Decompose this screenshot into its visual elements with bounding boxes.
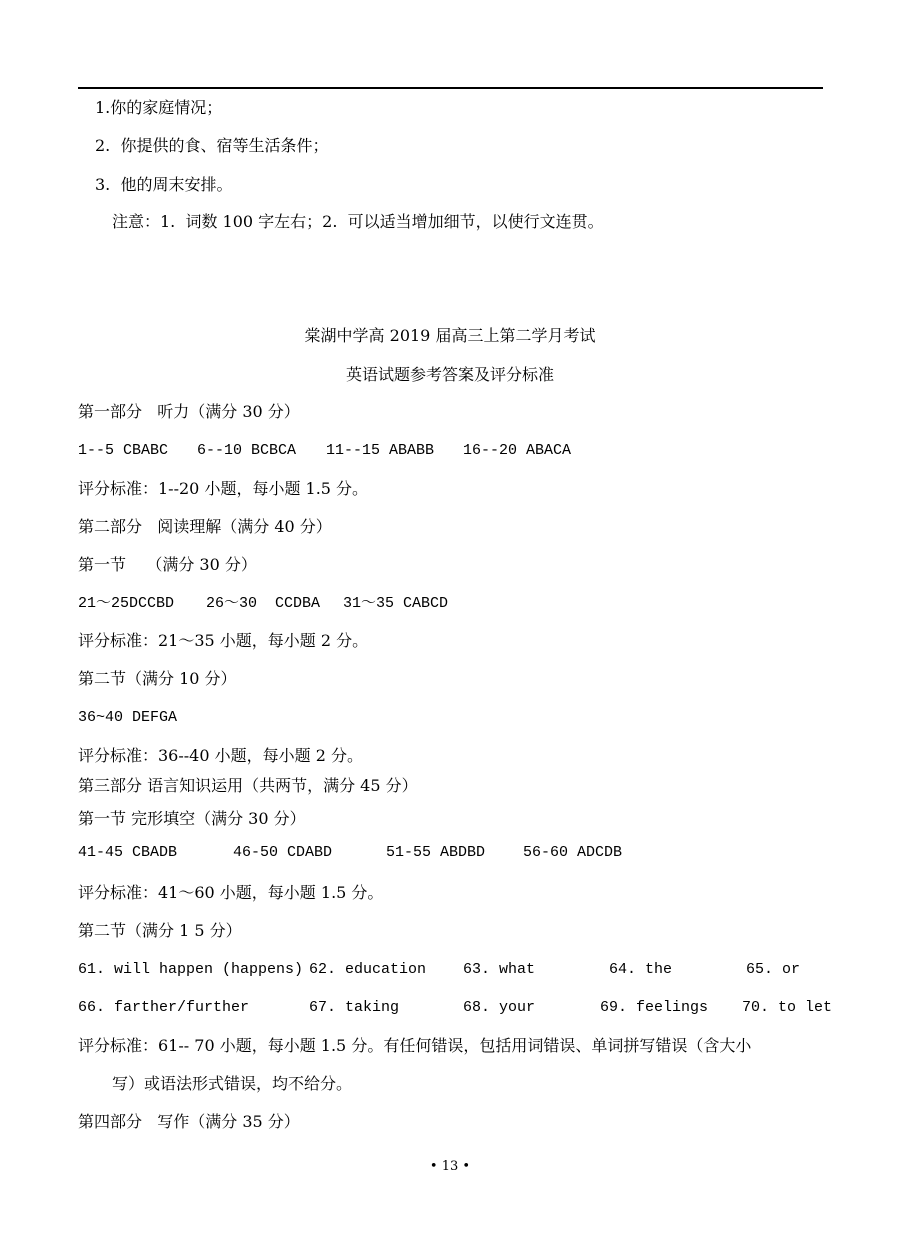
list-item-3: 3. 他的周末安排。 (95, 175, 233, 194)
part2-section1-heading: 第一节 （满分 30 分） (78, 555, 257, 574)
part3-section1-scoring: 评分标准：41～60 小题，每小题 1.5 分。 (78, 883, 384, 902)
part2-section1-answer-3: 31～35 CABCD (343, 595, 449, 612)
part2-section1-answer-1: 21～25DCCBD (78, 595, 175, 612)
part3-section1-heading: 第一节 完形填空（满分 30 分） (78, 809, 306, 828)
answer-62: 62. education (309, 961, 427, 978)
list-item-2: 2. 你提供的食、宿等生活条件； (95, 136, 329, 155)
answer-64: 64. the (609, 961, 673, 978)
note-line: 注意：1. 词数 100 字左右；2. 可以适当增加细节，以使行文连贯。 (112, 212, 604, 231)
answer-68: 68. your (463, 999, 536, 1016)
part3-heading: 第三部分 语言知识运用（共两节，满分 45 分） (78, 776, 418, 795)
part2-section2-answers: 36~40 DEFGA (78, 709, 178, 726)
header-rule (78, 87, 823, 89)
part3-section2-heading: 第二节（满分 1 5 分） (78, 921, 242, 940)
answer-65: 65. or (746, 961, 801, 978)
part2-section2-heading: 第二节（满分 10 分） (78, 669, 237, 688)
part3-section2-scoring-1: 评分标准：61-- 70 小题，每小题 1.5 分。有任何错误，包括用词错误、单词拼写错误（含大小 (78, 1036, 752, 1055)
answer-61: 61. will happen (happens) (78, 961, 304, 978)
answer-70: 70. to let (742, 999, 833, 1016)
part3-section1-answer-3: 51-55 ABDBD (386, 844, 486, 861)
page-number: • 13 • (429, 1159, 471, 1174)
part2-section1-answer-2: 26～30 CCDBA (206, 595, 321, 612)
part3-section1-answer-1: 41-45 CBADB (78, 844, 178, 861)
part1-answer-2: 6--10 BCBCA (197, 442, 297, 459)
part3-section2-scoring-2: 写）或语法形式错误，均不给分。 (112, 1074, 353, 1093)
part1-heading: 第一部分 听力（满分 30 分） (78, 402, 300, 421)
answer-63: 63. what (463, 961, 536, 978)
list-item-1: 1.你的家庭情况； (95, 98, 223, 117)
part3-section1-answer-2: 46-50 CDABD (233, 844, 333, 861)
part1-scoring: 评分标准：1--20 小题，每小题 1.5 分。 (78, 479, 369, 498)
part2-heading: 第二部分 阅读理解（满分 40 分） (78, 517, 332, 536)
part1-answer-1: 1--5 CBABC (78, 442, 169, 459)
title-line-1: 棠湖中学高 2019 届高三上第二学月考试 (304, 326, 596, 345)
title-line-2: 英语试题参考答案及评分标准 (345, 365, 554, 384)
answer-69: 69. feelings (600, 999, 709, 1016)
part4-heading: 第四部分 写作（满分 35 分） (78, 1112, 300, 1131)
part2-section2-scoring: 评分标准：36--40 小题，每小题 2 分。 (78, 746, 363, 765)
part2-section1-scoring: 评分标准：21～35 小题，每小题 2 分。 (78, 631, 369, 650)
part3-section1-answer-4: 56-60 ADCDB (523, 844, 623, 861)
answer-67: 67. taking (309, 999, 400, 1016)
answer-66: 66. farther/further (78, 999, 250, 1016)
part1-answer-4: 16--20 ABACA (463, 442, 572, 459)
part1-answer-3: 11--15 ABABB (326, 442, 435, 459)
